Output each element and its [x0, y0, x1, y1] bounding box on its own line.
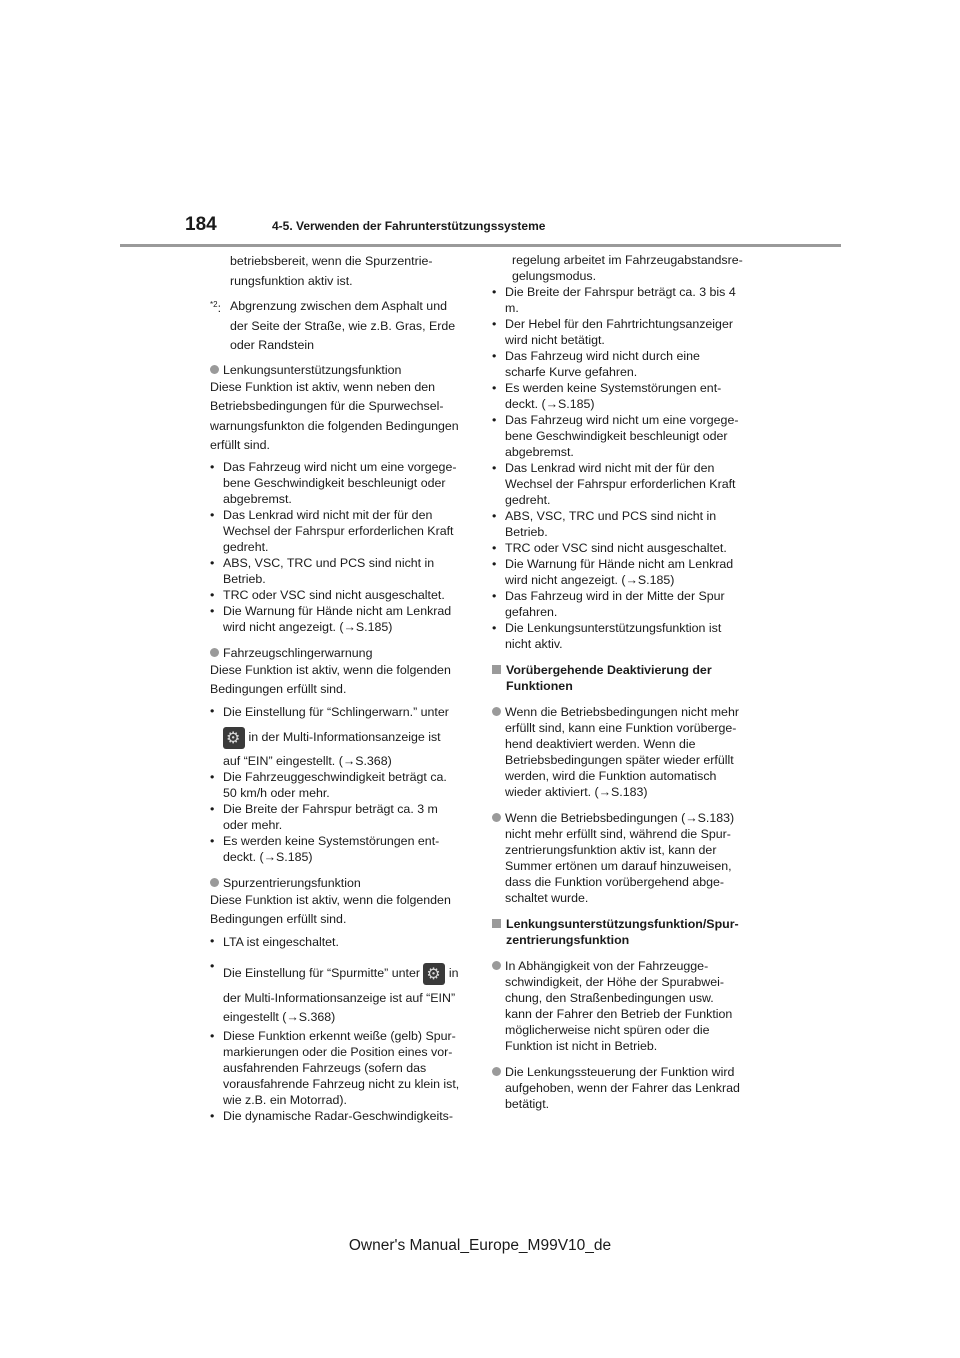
square-bullet-icon: [492, 919, 501, 928]
continued-text: rungsfunktion aktiv ist.: [230, 273, 353, 288]
page-number: 184: [185, 214, 217, 235]
bullet-list: [210, 933, 472, 1124]
footnote: [210, 297, 472, 356]
list-item: • TRC oder VSC sind nicht ausgeschaltet.: [492, 541, 727, 555]
bullet-list: [492, 284, 754, 652]
list-item: • Die Breite der Fahrspur beträgt ca. 3 m oder mehr.: [210, 801, 438, 832]
gear-icon: [423, 963, 445, 985]
list-item: • LTA ist eingeschaltet.: [210, 933, 339, 949]
paragraph: Diese Funktion ist aktiv, wenn die folgenden Bedingungen erfüllt sind.: [210, 892, 451, 927]
page-footer: Owner's Manual_Europe_M99V10_de: [348, 1237, 612, 1254]
footnote-mark: $^{*2}$:: [210, 300, 222, 316]
list-item: • Der Hebel für den Fahrtrichtungsanzeiger wird nicht betätigt.: [492, 317, 733, 347]
list-item: • Das Lenkrad wird nicht mit der für den Wechsel der Fahrspur erforderlichen Kraft gedreht.: [210, 507, 454, 554]
list-item: • Das Lenkrad wird nicht mit der für den Wechsel der Fahrspur erforderlichen Kraft gedreht.: [492, 461, 736, 507]
circle-bullet-icon: [210, 365, 219, 374]
header-rule: [120, 244, 841, 247]
square-bullet-icon: [492, 665, 501, 674]
circle-bullet-icon: [210, 878, 219, 887]
section-heading-lenkung: Lenkungsunterstützungsfunktion: [210, 362, 472, 378]
section-title: 4-5. Verwenden der Fahrunterstützungssysteme: [272, 219, 546, 233]
list-item: • Die Einstellung für “Spurmitte” unter ⚙ in der Multi-Informationsanzeige ist auf “EIN” eingestellt (→S.368): [210, 958, 472, 1028]
left-column: [210, 252, 472, 1124]
list-item: Wenn die Betriebsbedingungen nicht mehr erfüllt sind, kann eine Funktion vorüberge- hend deaktiviert werden. Wenn die Betriebsbedingungen später wieder erfüllt werden, wird die Funktion automatisch wieder aktiviert. (→S.183): [492, 704, 754, 800]
circle-bullet-icon: [492, 813, 501, 822]
bullet-list: [210, 459, 472, 635]
section-heading-lenkung-spur: Lenkungsunterstützungsfunktion/Spur- zentrierungsfunktion: [492, 916, 754, 948]
list-item: Die Lenkungssteuerung der Funktion wird aufgehoben, wenn der Fahrer das Lenkrad betätigt.: [492, 1064, 754, 1112]
gear-icon: [223, 727, 245, 749]
bullet-list: [210, 703, 472, 865]
section-heading-schlinger: Fahrzeugschlingerwarnung: [210, 645, 472, 661]
list-item: • Das Fahrzeug wird nicht um eine vorgege- bene Geschwindigkeit beschleunigt oder abgebremst.: [492, 413, 739, 459]
circle-bullet-icon: [492, 1067, 501, 1076]
paragraph: Diese Funktion ist aktiv, wenn die folgenden Bedingungen erfüllt sind.: [210, 662, 451, 696]
continued-text: betriebsbereit, wenn die Spurzentrie-: [230, 254, 433, 268]
circle-bullet-icon: [210, 648, 219, 657]
continued-text: regelung arbeitet im Fahrzeugabstandsre- gelungsmodus.: [512, 253, 743, 283]
section-heading-deaktivierung: Vorübergehende Deaktivierung der Funktionen: [492, 662, 754, 694]
list-item: • Es werden keine Systemstörungen ent- deckt. (→S.185): [492, 381, 722, 411]
list-item: • Die Warnung für Hände nicht am Lenkrad wird nicht angezeigt. (→S.185): [210, 603, 452, 634]
list-item: • Die Breite der Fahrspur beträgt ca. 3 bis 4 m.: [492, 285, 736, 315]
footnote-body: Abgrenzung zwischen dem Asphalt und der Seite der Straße, wie z.B. Gras, Erde oder Randstein: [230, 299, 456, 352]
list-item: In Abhängigkeit von der Fahrzeugge- schwindigkeit, der Höhe der Spurabwei- chung, den Straßenbedingungen usw. kann der Fahrer den Betrieb der Funktion möglicherweise nicht spüren oder die Funktion ist nicht in Betrieb.: [492, 958, 754, 1054]
section-heading-spurzentrierung: Spurzentrierungsfunktion: [210, 875, 472, 891]
paragraph: Diese Funktion ist aktiv, wenn neben den Betriebsbedingungen für die Spurwechsel- warnungsfunkton die folgenden Bedingungen erfüllt sind.: [210, 379, 459, 452]
circle-bullet-icon: [492, 707, 501, 716]
list-item: • TRC oder VSC sind nicht ausgeschaltet.: [210, 587, 445, 602]
list-item: • Es werden keine Systemstörungen ent- deckt. (→S.185): [210, 833, 440, 864]
list-item: • Das Fahrzeug wird nicht um eine vorgege- bene Geschwindigkeit beschleunigt oder abgebremst.: [210, 459, 457, 506]
right-column: [492, 252, 754, 1112]
list-item: • ABS, VSC, TRC und PCS sind nicht in Betrieb.: [492, 509, 717, 539]
list-item: Wenn die Betriebsbedingungen (→S.183) nicht mehr erfüllt sind, während die Spur- zentrierungsfunktion aktiv ist, kann der Summer ertönen um darauf hinzuweisen, dass die Funktion vorübergehend abge- schaltet wurde.: [492, 810, 754, 906]
list-item: • Diese Funktion erkennt weiße (gelb) Spur- markierungen oder die Position eines vor- ausfahrenden Fahrzeugs (sofern das vorausfahrende Fahrzeug nicht zu klein ist, wie z.B. ein Motorrad).: [210, 1028, 460, 1107]
list-item: • Die dynamische Radar-Geschwindigkeits-: [210, 1108, 454, 1123]
list-item: • Die Warnung für Hände nicht am Lenkrad wird nicht angezeigt. (→S.185): [492, 557, 734, 587]
list-item: • Die Fahrzeuggeschwindigkeit beträgt ca. 50 km/h oder mehr.: [210, 769, 447, 800]
circle-bullet-icon: [492, 961, 501, 970]
list-item: • Das Fahrzeug wird nicht durch eine scharfe Kurve gefahren.: [492, 349, 700, 379]
list-item: • ABS, VSC, TRC und PCS sind nicht in Betrieb.: [210, 555, 435, 586]
list-item: • Die Einstellung für “Schlingerwarn.” unter ⚙ in der Multi-Informationsanzeige ist auf “EIN” eingestellt. (→S.368): [210, 703, 472, 769]
list-item: • Das Fahrzeug wird in der Mitte der Spur gefahren.: [492, 589, 725, 619]
list-item: • Die Lenkungsunterstützungsfunktion ist nicht aktiv.: [492, 621, 722, 651]
